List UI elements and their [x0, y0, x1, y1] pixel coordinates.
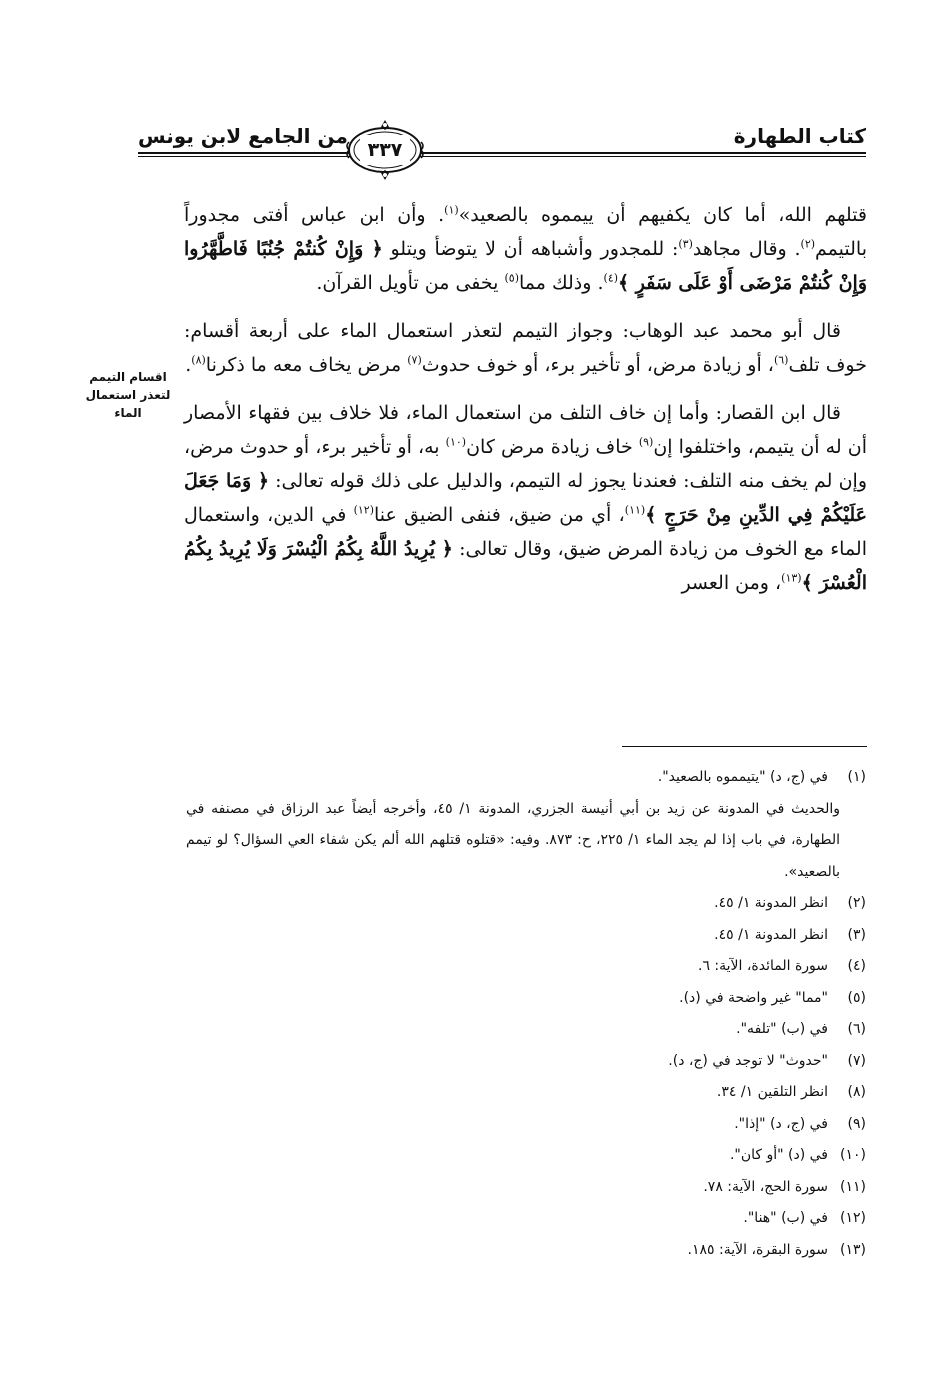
- footnote-number: (١١): [840, 1178, 866, 1195]
- header-rule-thin: [138, 156, 866, 157]
- footnote: [186, 1109, 866, 1141]
- footnote: [186, 1077, 866, 1109]
- footnote-text: في (ب) "هنا".: [743, 1210, 828, 1226]
- body-text: . وأن ابن عباس أفتى مجدوراً بالتيمم: [184, 204, 867, 260]
- footnote-ref: (٧): [407, 353, 422, 367]
- body-text: قال أبو محمد عبد الوهاب: وجواز التيمم لتعذر استعمال الماء على أربعة أقسام: خوف تلف: [184, 320, 867, 376]
- book-title: من الجامع لابن يونس: [138, 124, 348, 148]
- footnote-ref: (٨): [191, 353, 206, 367]
- paragraph: [184, 314, 867, 382]
- footnote-number: (١): [847, 769, 866, 785]
- quran-verse: ﴿ وَمَا جَعَلَ عَلَيْكُمْ فِي الدِّينِ مِنْ حَرَجٍ ﴾: [184, 470, 867, 526]
- body-text: .: [185, 354, 192, 376]
- body-text: خاف زيادة مرض كان: [466, 436, 639, 458]
- footnote: [186, 951, 866, 983]
- footnote-ref: (٥): [504, 271, 520, 285]
- footnote-number: (٢): [847, 895, 866, 911]
- footnote-number: (١٣): [840, 1241, 866, 1258]
- footnote-text: "مما" غير واضحة في (د).: [679, 989, 828, 1006]
- footnote: [186, 1203, 866, 1235]
- footnote-ref: (١١): [624, 503, 646, 517]
- footnotes: [186, 762, 866, 1266]
- footnote-number: (٧): [847, 1052, 866, 1069]
- footnote-separator: [622, 746, 867, 747]
- header-rule: [138, 152, 866, 154]
- quran-verse: ﴿ يُرِيدُ اللَّهُ بِكُمُ الْيُسْرَ وَلَا يُرِيدُ بِكُمُ الْعُسْرَ ﴾: [184, 538, 867, 594]
- footnote: [186, 888, 866, 920]
- footnote-ref: (٤): [603, 271, 619, 285]
- footnote-text: في (ج، د) "إذا".: [734, 1115, 828, 1132]
- footnote-ref: (٦): [773, 353, 789, 367]
- footnote-ref: (٢): [800, 237, 816, 251]
- footnote-text: سورة البقرة، الآية: ١٨٥.: [687, 1241, 828, 1258]
- body-text: ، أو زيادة مرض، أو تأخير برء، أو خوف حدوث: [421, 354, 774, 376]
- body-text: مرض يخاف معه ما ذكرنا: [205, 354, 408, 376]
- footnote: [186, 1235, 866, 1267]
- footnote-number: (٨): [847, 1084, 866, 1100]
- footnote-ref: (١): [444, 203, 459, 217]
- footnote-text: سورة الحج، الآية: ٧٨.: [703, 1178, 828, 1195]
- footnote-number: (١٢): [840, 1210, 866, 1226]
- footnote-text: انظر المدونة ١/ ٤٥.: [714, 895, 828, 911]
- main-text: [184, 198, 867, 600]
- footnote: [186, 1046, 866, 1078]
- footnote-ref: (٣): [678, 237, 693, 251]
- body-text: ، ومن العسر: [681, 572, 782, 594]
- footnote-number: (٣): [847, 926, 866, 943]
- footnote-number: (٦): [847, 1021, 866, 1037]
- body-text: به، أو تأخير برء، أو حدوث مرض، وإن لم يخف منه التلف: فعندنا يجوز له التيمم، والدليل على ذلك قوله تعالى:: [184, 436, 868, 492]
- paragraph: [184, 198, 867, 300]
- body-text: . وقال مجاهد: [692, 238, 801, 260]
- body-text: يخفى من تأويل القرآن.: [316, 272, 505, 294]
- footnote-text: في (د) "أو كان".: [729, 1147, 828, 1163]
- footnote: [186, 920, 866, 952]
- footnote-text: سورة المائدة، الآية: ٦.: [698, 958, 828, 974]
- margin-note: اقسام التيمم لتعذر استعمال الماء: [85, 370, 171, 420]
- footnote-number: (٩): [847, 1115, 866, 1132]
- footnote-text: والحديث في المدونة عن زيد بن أبي أنيسة الجزري، المدونة ١/ ٤٥، وأخرجه أيضاً عبد الرزاق في مصنفه في الطهارة، في باب إذا لم يجد الماء ١/ ٢٢٥، ح: ٨٧٣. وفيه: «قتلوه قتلهم الله ألم يكن شفاء العي السؤال؟ لو تيمم بالصعيد».: [186, 800, 841, 880]
- footnote-ref: (٩): [638, 435, 654, 449]
- footnote-number: (٥): [847, 989, 866, 1006]
- paragraph: [184, 396, 867, 600]
- body-text: . وذلك مما: [519, 272, 604, 294]
- footnote-text: انظر التلقين ١/ ٣٤.: [716, 1084, 828, 1100]
- footnote-number: (٤): [847, 958, 866, 974]
- footnote-number: (١٠): [840, 1147, 866, 1163]
- footnote-ref: (١٣): [781, 571, 802, 585]
- body-text: : للمجدور وأشباهه أن لا يتوضأ ويتلو: [382, 238, 679, 260]
- footnote-text: انظر المدونة ١/ ٤٥.: [714, 926, 828, 943]
- chapter-title: كتاب الطهارة: [733, 124, 866, 148]
- page-header: [138, 118, 866, 180]
- page-number: ٣٣٧: [360, 135, 410, 165]
- footnote: [186, 1140, 866, 1172]
- footnote-ref: (١٢): [353, 503, 374, 517]
- body-text: قتلهم الله، أما كان يكفيهم أن ييمموه بالصعيد»: [458, 204, 867, 226]
- footnote: [186, 983, 866, 1015]
- footnote: [186, 1014, 866, 1046]
- body-text: في الدين، واستعمال الماء مع الخوف من زيادة المرض ضيق، وقال تعالى:: [184, 504, 867, 560]
- footnote: [186, 794, 866, 889]
- footnote-text: "حدوث" لا توجد في (ج، د).: [668, 1052, 828, 1069]
- footnote: [186, 1172, 866, 1204]
- body-text: قال ابن القصار: وأما إن خاف التلف من استعمال الماء، فلا خلاف بين فقهاء الأمصار أن له أن يتيمم، واختلفوا إن: [184, 402, 867, 458]
- footnote: [186, 762, 866, 794]
- body-text: ، أي من ضيق، فنفى الضيق عنا: [374, 504, 625, 526]
- footnote-text: في (ج، د) "يتيمموه بالصعيد".: [657, 769, 828, 785]
- quran-verse: ﴿ وَإِنْ كُنتُمْ جُنُبًا فَاطَّهَّرُوا وَإِنْ كُنتُمْ مَرْضَى أَوْ عَلَى سَفَرٍ ﴾: [184, 238, 867, 294]
- footnote-text: في (ب) "تلفه".: [736, 1021, 828, 1037]
- footnote-ref: (١٠): [445, 435, 467, 449]
